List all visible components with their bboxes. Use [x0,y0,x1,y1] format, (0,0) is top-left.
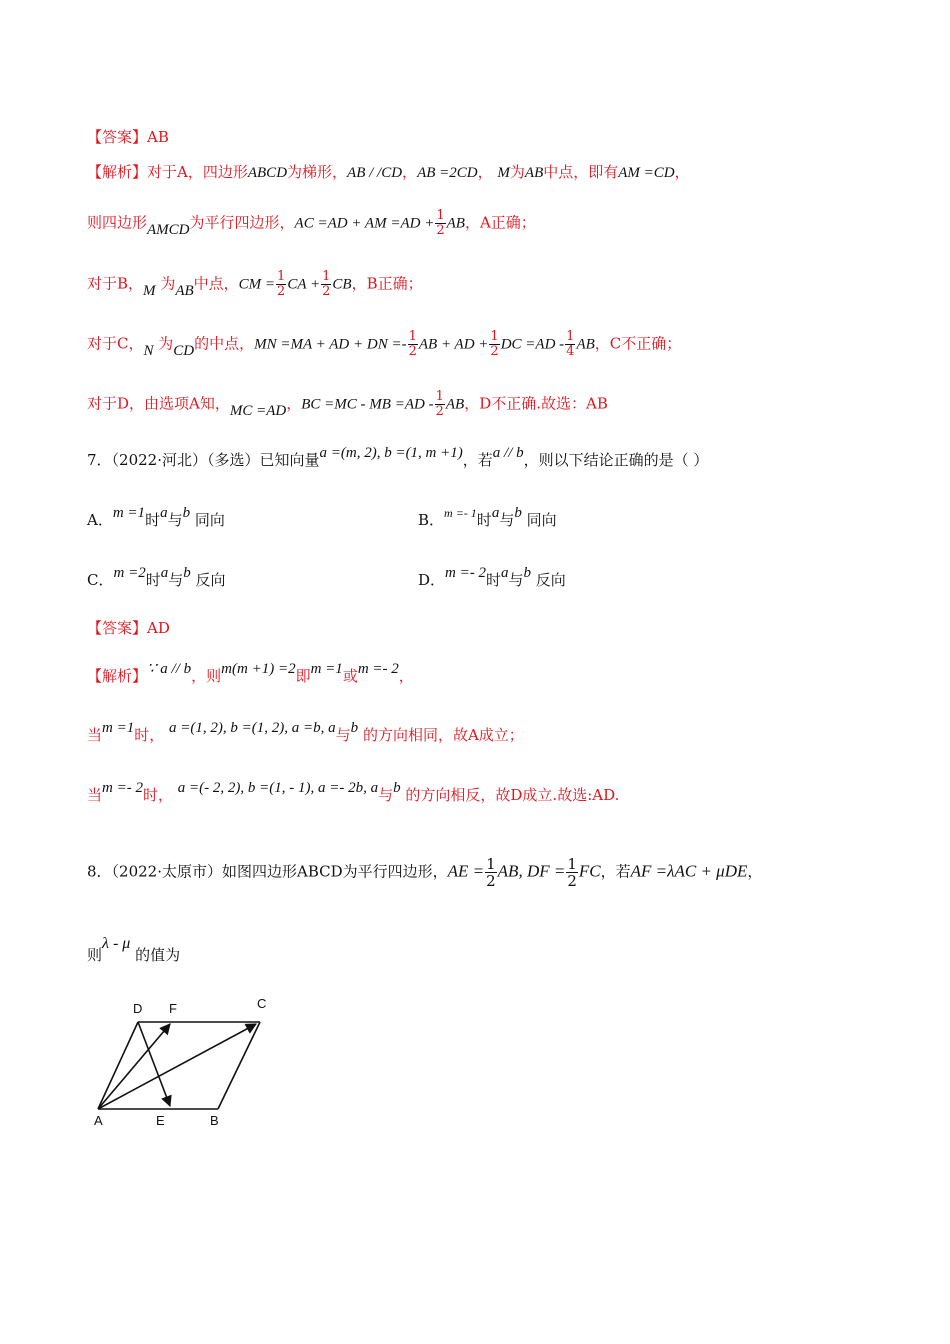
denominator: 2 [435,404,444,419]
text: 与 [167,511,183,529]
math: m =- 2 [357,661,399,677]
denominator: 2 [322,284,331,299]
math: m =1 [102,720,135,736]
text: ，A正确； [464,213,536,232]
text: 当 [87,726,103,744]
text: 对于B， [87,274,144,293]
text: 时 [485,571,501,589]
text: 7．（2022·河北）（多选）已知向量 [87,451,320,469]
math: b [393,780,401,796]
math: m =- 2 [102,780,143,796]
math: AB [576,336,595,353]
math: CM = [238,276,276,293]
math: AM =CD [618,165,675,181]
text: 8．（2022·太原市）如图四边形ABCD为平行四边形， [87,862,448,881]
text: ， [398,667,414,685]
text: ，则 [191,667,222,685]
numerator: 1 [566,329,575,344]
answer-line-q6: 【答案】AB [87,128,169,146]
math: AF =λAC + μDE [630,861,748,881]
option-d[interactable] [418,565,566,591]
text: 与 [378,786,394,804]
math: MN =MA + AD + DN =- [254,336,407,353]
analysis-label: 【解析】 [87,667,148,685]
text: 与 [168,571,184,589]
text: 中点， [193,274,239,293]
text: ，B正确； [351,274,423,293]
math: AB [445,396,465,413]
fraction [435,209,445,238]
analysis-line-d [87,330,681,359]
text: ， [674,163,690,181]
math: M [143,282,156,299]
text: 为 [160,274,176,293]
parallelogram-figure [90,990,290,1135]
numerator: 1 [435,389,444,404]
math: m(m +1) =2 [221,661,296,677]
text: ，若 [462,451,493,469]
text: ， [402,163,418,181]
math: AMCD [147,221,190,238]
denominator: 4 [566,344,575,359]
text: 中点，即有 [543,163,619,181]
math: CD [173,342,195,359]
option-label: D． [418,571,446,589]
text: 对于A，四边形 [147,163,248,181]
text: 时 [145,571,161,589]
text: 则四边形 [87,213,148,232]
math: a [501,565,509,581]
denominator: 2 [277,284,286,299]
label-D: D [133,1001,143,1016]
fraction [489,330,499,359]
math: ABCD [247,165,288,181]
math: b [523,565,532,581]
vector-AC [98,1024,256,1109]
math: AB, DF = [497,861,566,881]
text: ， [747,862,763,881]
text: 为 [158,334,174,353]
analysis-line-c [87,270,423,299]
vector-DE [138,1022,170,1106]
text: 为 [509,163,525,181]
numerator: 1 [277,269,286,284]
math: AB + AD + [418,336,489,353]
denominator: 2 [490,344,499,359]
math: DC =AD - [500,336,565,353]
edge-AD [98,1022,138,1109]
text: 的中点， [194,334,255,353]
vector-AF [98,1024,170,1109]
fraction [321,270,331,299]
text: ，C不正确； [594,334,682,353]
text: 对于D，由选项A知， [87,394,230,413]
math: CB [332,276,352,293]
denominator: 2 [567,872,577,890]
numerator: 1 [486,855,496,873]
math: b [350,720,359,736]
math: AB / /CD [347,165,403,181]
numerator: 1 [436,208,445,223]
question-8-line-2 [87,935,181,966]
question-7-stem [87,445,709,471]
label-E: E [156,1113,165,1128]
analysis-line-b [87,209,536,238]
text: 则 [87,946,103,964]
math: m =1 [112,505,146,521]
option-label: C． [87,571,114,589]
math: a // b [492,445,524,461]
text: ，若 [600,862,631,881]
text: ， [477,163,493,181]
vectors [98,1022,256,1109]
text: 的方向相反，故D成立.故选:AD. [405,786,620,804]
option-b[interactable] [418,505,557,531]
analysis-line-a [87,162,690,183]
math: AB [446,215,465,232]
text: 时， [134,726,165,744]
text: 即 [295,667,311,685]
text: 当 [87,786,103,804]
text: 时 [476,511,492,529]
text: 时， [142,786,173,804]
label-F: F [169,1001,177,1016]
option-c[interactable] [87,565,226,591]
math: b [514,505,522,521]
math: AE = [447,861,485,881]
math: a =(1, 2), b =(1, 2), a =b, a [169,720,336,736]
text: 为平行四边形， [189,213,295,232]
math: BC =MC - MB =AD - [301,396,434,413]
text: ， [286,394,302,413]
numerator: 1 [322,269,331,284]
math: m =- 2 [445,565,486,581]
math: a =(m, 2), b =(1, m +1) [319,445,463,461]
question-8-stem [87,856,762,889]
fraction [408,330,418,359]
analysis-label: 【解析】 [87,163,148,181]
text: 的值为 [135,946,181,964]
text: ，则以下结论正确的是（ ） [523,451,709,469]
math: AC =AD + AM =AD + [294,215,435,232]
numerator: 1 [490,329,499,344]
text: 或 [342,667,358,685]
edge-BC [218,1022,260,1109]
math: AB [524,165,544,181]
option-label: B． [418,511,445,529]
label-C: C [257,996,267,1011]
math: N [143,342,154,359]
option-a[interactable] [87,505,225,531]
text: 与 [508,571,524,589]
when-line-2 [87,780,620,806]
label-B: B [210,1113,219,1128]
math: MC =AD [229,402,287,419]
math: FC [578,861,601,881]
math: AB =2CD [417,165,478,181]
fraction [565,330,575,359]
math: a [160,505,168,521]
text: 反向 [535,571,566,589]
answer-line-q7: 【答案】AD [87,619,170,637]
text: ，D不正确.故选：AB [464,394,608,413]
label-A: A [94,1113,103,1128]
text: 同向 [194,511,225,529]
math: a [160,565,169,581]
math: AB [175,282,194,299]
option-label: A． [87,511,113,529]
math: M [497,165,510,181]
denominator: 2 [486,872,496,890]
math: CA + [287,276,321,293]
math: m =1 [310,661,343,677]
math: a [491,505,500,521]
text: 同向 [526,511,557,529]
math: m =- 1 [444,506,477,520]
text: 时 [145,511,161,529]
fraction [276,270,286,299]
text: 为梯形， [287,163,348,181]
fraction [435,390,445,419]
text: 与 [499,511,515,529]
text: 与 [335,726,351,744]
math: b [183,565,191,581]
denominator: 2 [436,223,445,238]
analysis-line-q7 [87,661,414,687]
when-line-1 [87,720,524,746]
fraction [566,856,578,889]
text: 的方向相同，故A成立； [362,726,524,744]
numerator: 1 [567,855,577,873]
math: a =(- 2, 2), b =(1, - 1), a =- 2b, a [177,780,379,796]
analysis-line-e [87,390,608,419]
text: 反向 [195,571,226,589]
math: m =2 [113,565,146,581]
denominator: 2 [408,344,417,359]
fraction [485,856,497,889]
math: ∵ a // b [147,661,192,677]
math: λ - μ [102,935,131,952]
text: 对于C， [87,334,144,353]
numerator: 1 [408,329,417,344]
math: b [182,505,191,521]
